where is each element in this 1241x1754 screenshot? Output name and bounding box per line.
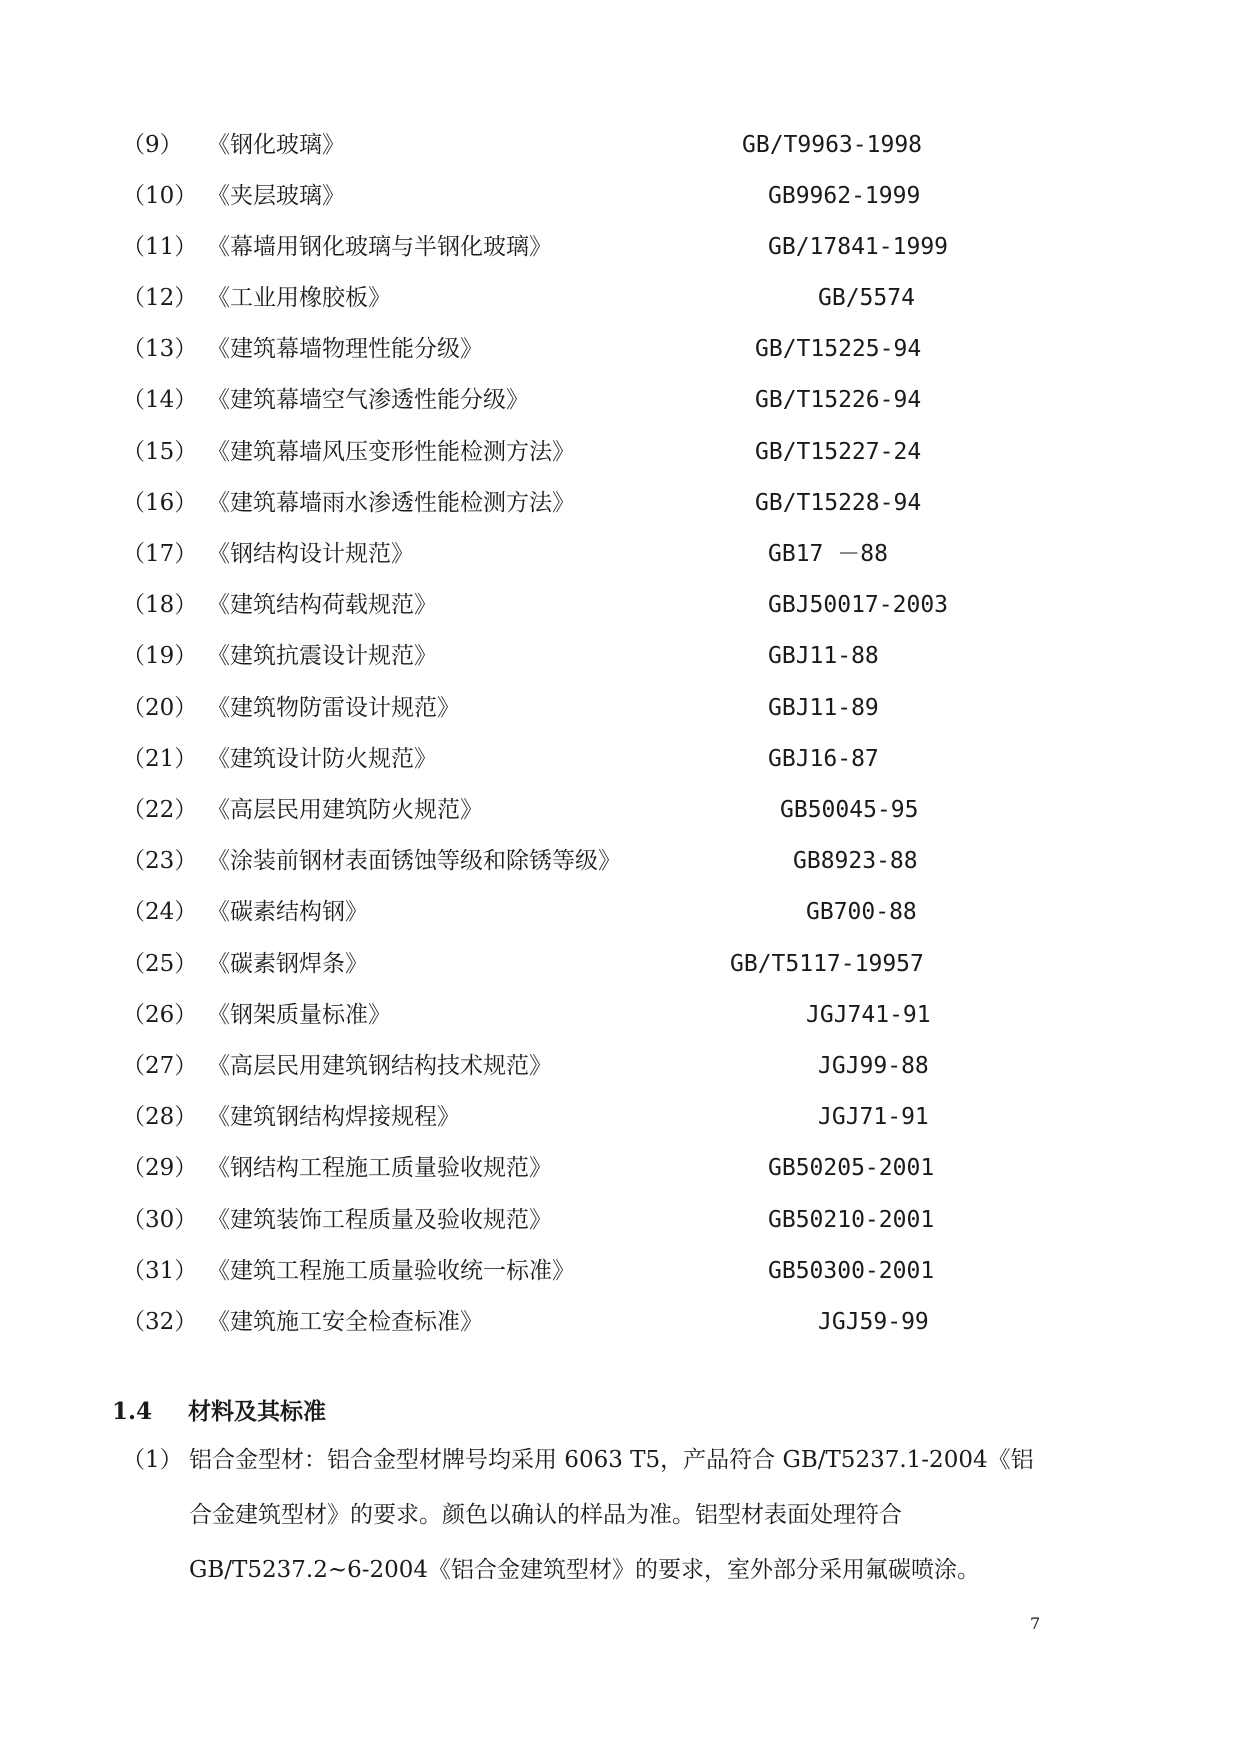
item-number: （20）: [122, 695, 198, 721]
item-code: JGJ71-91: [818, 1104, 929, 1130]
item-title: 《建筑抗震设计规范》: [207, 643, 437, 669]
item-title: 《建筑幕墙空气渗透性能分级》: [207, 387, 529, 413]
item-title: 《涂装前钢材表面锈蚀等级和除锈等级》: [207, 848, 621, 874]
item-number: （16）: [122, 490, 198, 516]
item-title: 《钢结构设计规范》: [207, 541, 414, 567]
paragraph-number: （1）: [122, 1447, 183, 1473]
page-number: 7: [1030, 1614, 1041, 1633]
list-item: [0, 995, 1241, 1035]
item-number: （12）: [122, 285, 198, 311]
item-code: GB50045-95: [780, 797, 919, 823]
item-title: 《建筑设计防火规范》: [207, 746, 437, 772]
item-number: （31）: [122, 1258, 198, 1284]
item-title: 《幕墙用钢化玻璃与半钢化玻璃》: [207, 234, 552, 260]
item-number: （13）: [122, 336, 198, 362]
list-item: [0, 483, 1241, 523]
list-item: [0, 739, 1241, 779]
list-item: [0, 1200, 1241, 1240]
item-code: GB700-88: [806, 899, 917, 925]
item-title: 《碳素结构钢》: [207, 899, 368, 925]
item-number: （18）: [122, 592, 198, 618]
item-title: 《工业用橡胶板》: [207, 285, 391, 311]
item-title: 《夹层玻璃》: [207, 183, 345, 209]
list-item: [0, 892, 1241, 932]
item-code: GB50300-2001: [768, 1258, 935, 1284]
item-number: （32）: [122, 1309, 198, 1335]
list-item: [0, 380, 1241, 420]
item-number: （10）: [122, 183, 198, 209]
item-number: （11）: [122, 234, 198, 260]
list-item: [0, 790, 1241, 830]
item-code: JGJ99-88: [818, 1053, 929, 1079]
item-title: 《钢化玻璃》: [207, 132, 345, 158]
item-title: 《建筑幕墙风压变形性能检测方法》: [207, 439, 575, 465]
list-item: [0, 125, 1241, 165]
item-title: 《钢结构工程施工质量验收规范》: [207, 1155, 552, 1181]
list-item: [0, 176, 1241, 216]
item-title: 《建筑结构荷载规范》: [207, 592, 437, 618]
item-code: GB/17841-1999: [768, 234, 949, 260]
item-number: （28）: [122, 1104, 198, 1130]
item-number: （15）: [122, 439, 198, 465]
list-item: [0, 585, 1241, 625]
item-code: GB/T15225-94: [755, 336, 922, 362]
section-heading: [112, 1392, 326, 1432]
item-title: 《钢架质量标准》: [207, 1002, 391, 1028]
list-item: [0, 944, 1241, 984]
item-title: 《建筑装饰工程质量及验收规范》: [207, 1207, 552, 1233]
item-code: JGJ59-99: [818, 1309, 929, 1335]
item-title: 《建筑幕墙物理性能分级》: [207, 336, 483, 362]
list-item: [0, 1046, 1241, 1086]
list-item: [0, 329, 1241, 369]
list-item: [0, 278, 1241, 318]
paragraph-line: 铝合金型材：铝合金型材牌号均采用 6063 T5，产品符合 GB/T5237.1-2004《铝: [189, 1447, 1034, 1473]
item-number: （21）: [122, 746, 198, 772]
list-item: [0, 688, 1241, 728]
item-number: （24）: [122, 899, 198, 925]
section-title: 材料及其标准: [188, 1398, 326, 1425]
list-item: [0, 1251, 1241, 1291]
item-code: JGJ741-91: [806, 1002, 931, 1028]
paragraph-line: GB/T5237.2~6-2004《铝合金建筑型材》的要求，室外部分采用氟碳喷涂。: [189, 1557, 981, 1583]
list-item: [0, 1097, 1241, 1137]
item-title: 《建筑钢结构焊接规程》: [207, 1104, 460, 1130]
item-code: GB/T5117-19957: [730, 951, 924, 977]
item-code: GB/T15227-24: [755, 439, 922, 465]
list-item: [0, 636, 1241, 676]
item-number: （22）: [122, 797, 198, 823]
item-number: （9）: [122, 132, 183, 158]
item-code: GBJ16-87: [768, 746, 879, 772]
item-title: 《高层民用建筑钢结构技术规范》: [207, 1053, 552, 1079]
item-code: GB/T9963-1998: [742, 132, 923, 158]
item-code: GB50205-2001: [768, 1155, 935, 1181]
item-code: GB/5574: [818, 285, 915, 311]
item-number: （23）: [122, 848, 198, 874]
item-number: （17）: [122, 541, 198, 567]
item-code: GB50210-2001: [768, 1207, 935, 1233]
item-code: GB/T15226-94: [755, 387, 922, 413]
item-number: （30）: [122, 1207, 198, 1233]
item-number: （25）: [122, 951, 198, 977]
list-item: [0, 534, 1241, 574]
item-title: 《建筑幕墙雨水渗透性能检测方法》: [207, 490, 575, 516]
list-item: [0, 1302, 1241, 1342]
section-number: 1.4: [112, 1398, 153, 1425]
item-number: （26）: [122, 1002, 198, 1028]
item-code: GBJ11-89: [768, 695, 879, 721]
item-title: 《高层民用建筑防火规范》: [207, 797, 483, 823]
item-number: （14）: [122, 387, 198, 413]
item-code: GB8923-88: [793, 848, 918, 874]
list-item: [0, 841, 1241, 881]
item-title: 《建筑工程施工质量验收统一标准》: [207, 1258, 575, 1284]
item-code: GB17 －88: [768, 541, 888, 567]
item-code: GBJ11-88: [768, 643, 879, 669]
paragraph-line: 合金建筑型材》的要求。颜色以确认的样品为准。铝型材表面处理符合: [189, 1502, 902, 1528]
item-title: 《碳素钢焊条》: [207, 951, 368, 977]
list-item: [0, 227, 1241, 267]
item-code: GB9962-1999: [768, 183, 921, 209]
item-number: （29）: [122, 1155, 198, 1181]
list-item: [0, 1148, 1241, 1188]
item-number: （19）: [122, 643, 198, 669]
item-code: GB/T15228-94: [755, 490, 922, 516]
item-number: （27）: [122, 1053, 198, 1079]
item-title: 《建筑施工安全检查标准》: [207, 1309, 483, 1335]
item-code: GBJ50017-2003: [768, 592, 949, 618]
list-item: [0, 432, 1241, 472]
item-title: 《建筑物防雷设计规范》: [207, 695, 460, 721]
